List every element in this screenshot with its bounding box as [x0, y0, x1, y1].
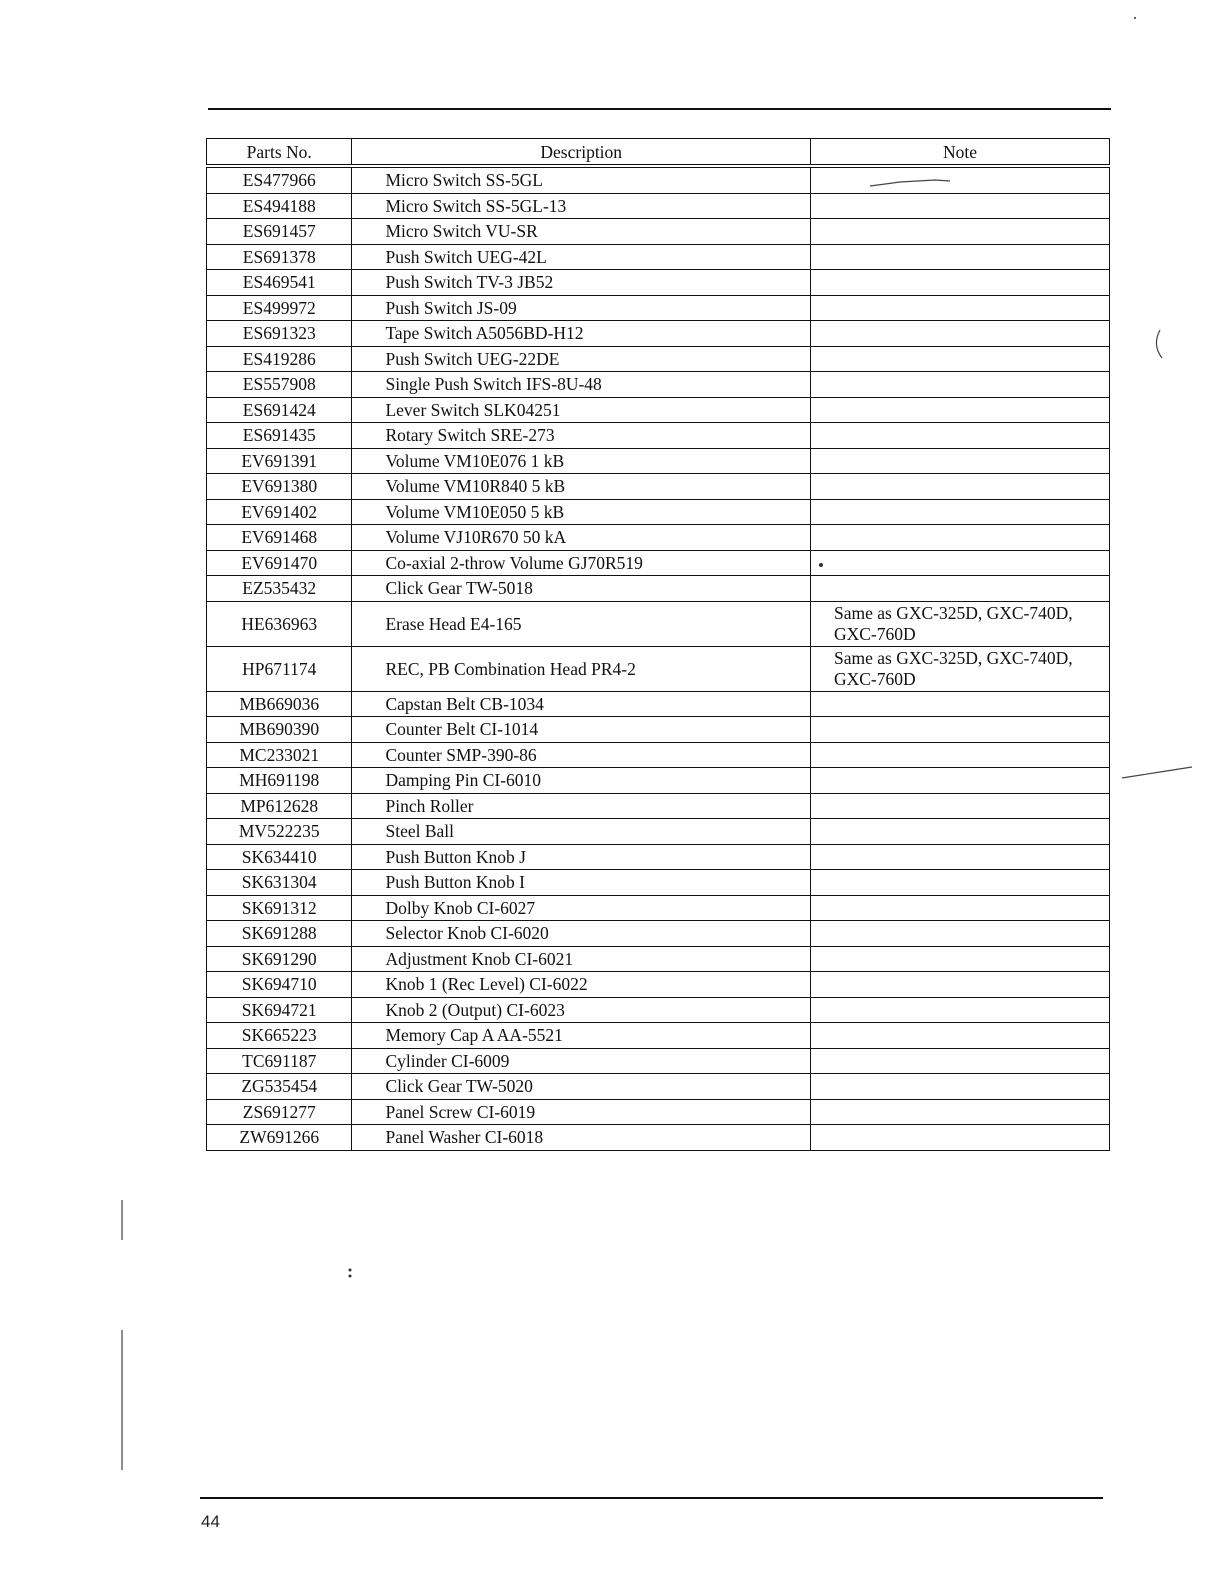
cell-note [810, 525, 1109, 551]
cell-part-no: SK691288 [207, 921, 352, 947]
ink-dot-2 [349, 1269, 352, 1272]
cell-note [810, 166, 1109, 193]
cell-note [810, 321, 1109, 347]
table-row [207, 166, 1110, 193]
cell-description: Single Push Switch IFS-8U-48 [352, 372, 811, 398]
top-rule [208, 108, 1111, 110]
table-row [207, 423, 1110, 449]
cell-part-no: ES469541 [207, 270, 352, 296]
cell-note [810, 372, 1109, 398]
cell-description: Push Switch TV-3 JB52 [352, 270, 811, 296]
table-row [207, 1099, 1110, 1125]
table-row [207, 219, 1110, 245]
cell-part-no: EV691468 [207, 525, 352, 551]
table-row [207, 895, 1110, 921]
cell-part-no: MP612628 [207, 793, 352, 819]
cell-note [810, 717, 1109, 743]
cell-description: Damping Pin CI-6010 [352, 768, 811, 794]
cell-description: Click Gear TW-5020 [352, 1074, 811, 1100]
cell-description: Pinch Roller [352, 793, 811, 819]
cell-description: REC, PB Combination Head PR4-2 [352, 646, 811, 691]
cell-part-no: EZ535432 [207, 576, 352, 602]
cell-part-no: SK634410 [207, 844, 352, 870]
margin-dash [1122, 767, 1192, 778]
cell-part-no: ES691424 [207, 397, 352, 423]
cell-note [810, 1023, 1109, 1049]
cell-part-no: EV691380 [207, 474, 352, 500]
cell-description: Steel Ball [352, 819, 811, 845]
page-number: 44 [201, 1512, 220, 1531]
cell-description: Selector Knob CI-6020 [352, 921, 811, 947]
cell-description: Knob 1 (Rec Level) CI-6022 [352, 972, 811, 998]
cell-note [810, 819, 1109, 845]
cell-part-no: HE636963 [207, 601, 352, 646]
table-row [207, 1125, 1110, 1151]
cell-part-no: MH691198 [207, 768, 352, 794]
cell-note [810, 972, 1109, 998]
table-row [207, 295, 1110, 321]
cell-part-no: TC691187 [207, 1048, 352, 1074]
header-note: Note [810, 139, 1109, 167]
cell-note [810, 1048, 1109, 1074]
table-row [207, 768, 1110, 794]
cell-note [810, 768, 1109, 794]
cell-part-no: ZS691277 [207, 1099, 352, 1125]
cell-part-no: EV691402 [207, 499, 352, 525]
table-row [207, 474, 1110, 500]
cell-description: Volume VM10E076 1 kB [352, 448, 811, 474]
cell-note [810, 295, 1109, 321]
table-row [207, 1074, 1110, 1100]
cell-note [810, 844, 1109, 870]
cell-part-no: ZG535454 [207, 1074, 352, 1100]
cell-part-no: EV691391 [207, 448, 352, 474]
cell-description: Co-axial 2-throw Volume GJ70R519 [352, 550, 811, 576]
cell-part-no: SK694721 [207, 997, 352, 1023]
cell-note: Same as GXC-325D, GXC-740D, GXC-760D [810, 601, 1109, 646]
table-row [207, 870, 1110, 896]
table-row [207, 270, 1110, 296]
table-row [207, 717, 1110, 743]
cell-note [810, 946, 1109, 972]
cell-part-no: MB669036 [207, 691, 352, 717]
cell-description: Volume VJ10R670 50 kA [352, 525, 811, 551]
table-row [207, 448, 1110, 474]
cell-part-no: ZW691266 [207, 1125, 352, 1151]
cell-description: Counter SMP-390-86 [352, 742, 811, 768]
cell-description: Volume VM10E050 5 kB [352, 499, 811, 525]
cell-description: Push Button Knob J [352, 844, 811, 870]
table-row [207, 742, 1110, 768]
table-row [207, 997, 1110, 1023]
cell-note [810, 397, 1109, 423]
table-row [207, 972, 1110, 998]
cell-note [810, 895, 1109, 921]
cell-part-no: ES499972 [207, 295, 352, 321]
cell-part-no: MB690390 [207, 717, 352, 743]
table-row [207, 550, 1110, 576]
parts-table [206, 138, 1110, 1151]
table-row [207, 1023, 1110, 1049]
cell-description: Click Gear TW-5018 [352, 576, 811, 602]
cell-description: Push Switch JS-09 [352, 295, 811, 321]
cell-description: Volume VM10R840 5 kB [352, 474, 811, 500]
cell-part-no: ES494188 [207, 193, 352, 219]
cell-note [810, 346, 1109, 372]
header-parts-no: Parts No. [207, 139, 352, 167]
cell-part-no: SK631304 [207, 870, 352, 896]
cell-part-no: MV522235 [207, 819, 352, 845]
cell-description: Tape Switch A5056BD-H12 [352, 321, 811, 347]
table-row [207, 793, 1110, 819]
cell-part-no: ES691435 [207, 423, 352, 449]
cell-note [810, 1099, 1109, 1125]
cell-description: Rotary Switch SRE-273 [352, 423, 811, 449]
cell-description: Lever Switch SLK04251 [352, 397, 811, 423]
table-row [207, 244, 1110, 270]
table-row [207, 946, 1110, 972]
table-row [207, 397, 1110, 423]
cell-note [810, 870, 1109, 896]
cell-description: Micro Switch SS-5GL-13 [352, 193, 811, 219]
cell-description: Push Button Knob I [352, 870, 811, 896]
table-row [207, 321, 1110, 347]
ink-dot-4 [1134, 17, 1136, 19]
cell-part-no: SK691290 [207, 946, 352, 972]
table-row [207, 372, 1110, 398]
cell-note [810, 550, 1109, 576]
table-row [207, 819, 1110, 845]
cell-description: Panel Screw CI-6019 [352, 1099, 811, 1125]
table-row [207, 691, 1110, 717]
cell-description: Micro Switch VU-SR [352, 219, 811, 245]
table-row [207, 646, 1110, 691]
cell-description: Cylinder CI-6009 [352, 1048, 811, 1074]
bottom-rule [200, 1497, 1103, 1499]
cell-note [810, 921, 1109, 947]
cell-part-no: ES419286 [207, 346, 352, 372]
cell-part-no: ES691378 [207, 244, 352, 270]
table-row [207, 346, 1110, 372]
cell-note [810, 193, 1109, 219]
cell-note [810, 423, 1109, 449]
cell-part-no: ES477966 [207, 166, 352, 193]
ink-dot-3 [349, 1275, 352, 1278]
cell-part-no: SK665223 [207, 1023, 352, 1049]
cell-note: Same as GXC-325D, GXC-740D, GXC-760D [810, 646, 1109, 691]
cell-part-no: ES691457 [207, 219, 352, 245]
table-row [207, 921, 1110, 947]
cell-part-no: HP671174 [207, 646, 352, 691]
cell-description: Knob 2 (Output) CI-6023 [352, 997, 811, 1023]
cell-note [810, 691, 1109, 717]
cell-part-no: MC233021 [207, 742, 352, 768]
cell-note [810, 742, 1109, 768]
cell-description: Push Switch UEG-22DE [352, 346, 811, 372]
parts-table-body [207, 166, 1110, 1150]
header-description: Description [352, 139, 811, 167]
cell-note [810, 1074, 1109, 1100]
cell-note [810, 244, 1109, 270]
table-row [207, 525, 1110, 551]
cell-description: Memory Cap A AA-5521 [352, 1023, 811, 1049]
cell-description: Micro Switch SS-5GL [352, 166, 811, 193]
table-row [207, 193, 1110, 219]
cell-note [810, 1125, 1109, 1151]
cell-part-no: SK691312 [207, 895, 352, 921]
cell-description: Adjustment Knob CI-6021 [352, 946, 811, 972]
cell-description: Capstan Belt CB-1034 [352, 691, 811, 717]
cell-description: Panel Washer CI-6018 [352, 1125, 811, 1151]
cell-note [810, 997, 1109, 1023]
cell-part-no: ES557908 [207, 372, 352, 398]
table-row [207, 499, 1110, 525]
cell-description: Push Switch UEG-42L [352, 244, 811, 270]
cell-note [810, 448, 1109, 474]
cell-note [810, 474, 1109, 500]
cell-part-no: SK694710 [207, 972, 352, 998]
table-row [207, 844, 1110, 870]
table-row [207, 576, 1110, 602]
cell-part-no: EV691470 [207, 550, 352, 576]
cell-note [810, 270, 1109, 296]
cell-part-no: ES691323 [207, 321, 352, 347]
table-row [207, 601, 1110, 646]
cell-description: Erase Head E4-165 [352, 601, 811, 646]
cell-description: Counter Belt CI-1014 [352, 717, 811, 743]
table-header-row [207, 139, 1110, 167]
table-row [207, 1048, 1110, 1074]
cell-note [810, 793, 1109, 819]
cell-description: Dolby Knob CI-6027 [352, 895, 811, 921]
margin-mark [1156, 330, 1162, 358]
cell-note [810, 499, 1109, 525]
cell-note [810, 219, 1109, 245]
cell-note [810, 576, 1109, 602]
